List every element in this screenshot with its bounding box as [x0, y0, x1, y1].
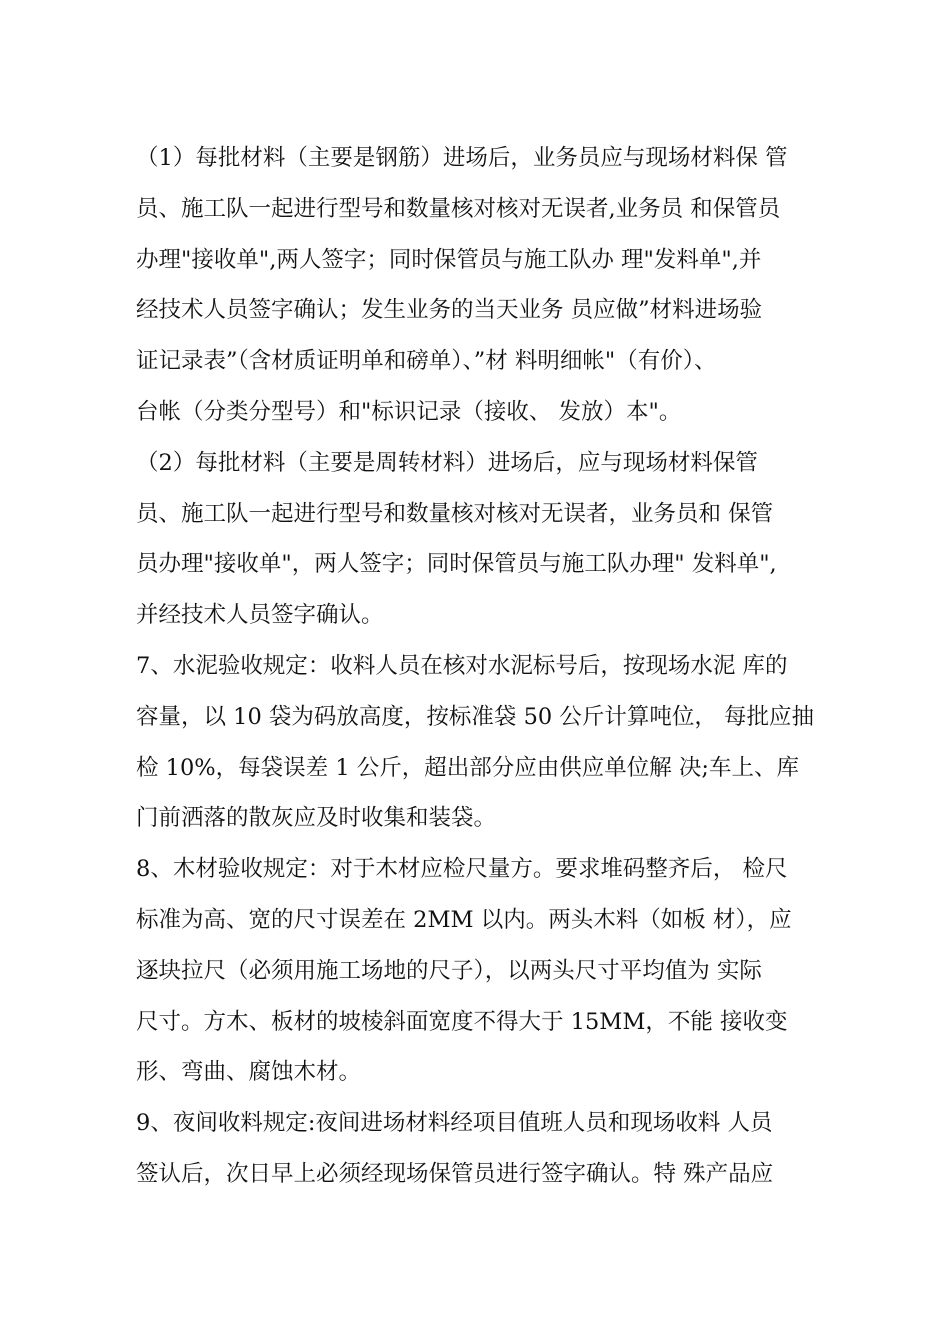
text-line: 检 10%，每袋误差 1 公斤，超出部分应由供应单位解 决;车上、库	[136, 754, 800, 781]
text-line: （2）每批材料（主要是周转材料）进场后，应与现场材料保管	[136, 449, 758, 476]
text-line: 8、木材验收规定：对于木材应检尺量方。要求堆码整齐后， 检尺	[136, 856, 788, 883]
text-line: 9、夜间收料规定:夜间进场材料经项目值班人员和现场收料 人员	[136, 1110, 773, 1137]
text-line: 签认后，次日早上必须经现场保管员进行签字确认。特 殊产品应	[136, 1160, 774, 1187]
text-line: 尺寸。方木、板材的坡棱斜面宽度不得大于 15MM，不能 接收变	[136, 1008, 788, 1035]
text-line: 证记录表”（含材质证明单和磅单）、”材 料明细帐"（有价）、	[136, 348, 717, 375]
text-line: 员办理"接收单"，两人签字；同时保管员与施工队办理" 发料单",	[136, 551, 777, 578]
text-line: 员、施工队一起进行型号和数量核对核对无误者,业务员 和保管员	[136, 195, 781, 222]
body-text	[136, 133, 836, 1200]
text-line: 办理"接收单",两人签字；同时保管员与施工队办 理"发料单",并	[136, 246, 762, 273]
text-line: （1）每批材料（主要是钢筋）进场后，业务员应与现场材料保 管	[136, 145, 788, 171]
text-line: 门前洒落的散灰应及时收集和装袋。	[136, 805, 497, 832]
text-line: 容量，以 10 袋为码放高度，按标准袋 50 公斤计算吨位， 每批应抽	[136, 703, 815, 730]
text-line: 台帐（分类分型号）和"标识记录（接收、 发放）本"。	[136, 398, 682, 425]
text-line: 7、水泥验收规定：收料人员在核对水泥标号后，按现场水泥 库的	[136, 652, 788, 679]
text-line: 逐块拉尺（必须用施工场地的尺子），以两头尺寸平均值为 实际	[136, 957, 762, 984]
text-line: 形、弯曲、腐蚀木材。	[136, 1059, 362, 1086]
text-line: 经技术人员签字确认；发生业务的当天业务 员应做”材料进场验	[136, 297, 763, 324]
text-line: 员、施工队一起进行型号和数量核对核对无误者，业务员和 保管	[136, 500, 774, 527]
text-line: 并经技术人员签字确认。	[136, 602, 384, 629]
text-line: 标准为高、宽的尺寸误差在 2MM 以内。两头木料（如板 材），应	[136, 906, 792, 933]
